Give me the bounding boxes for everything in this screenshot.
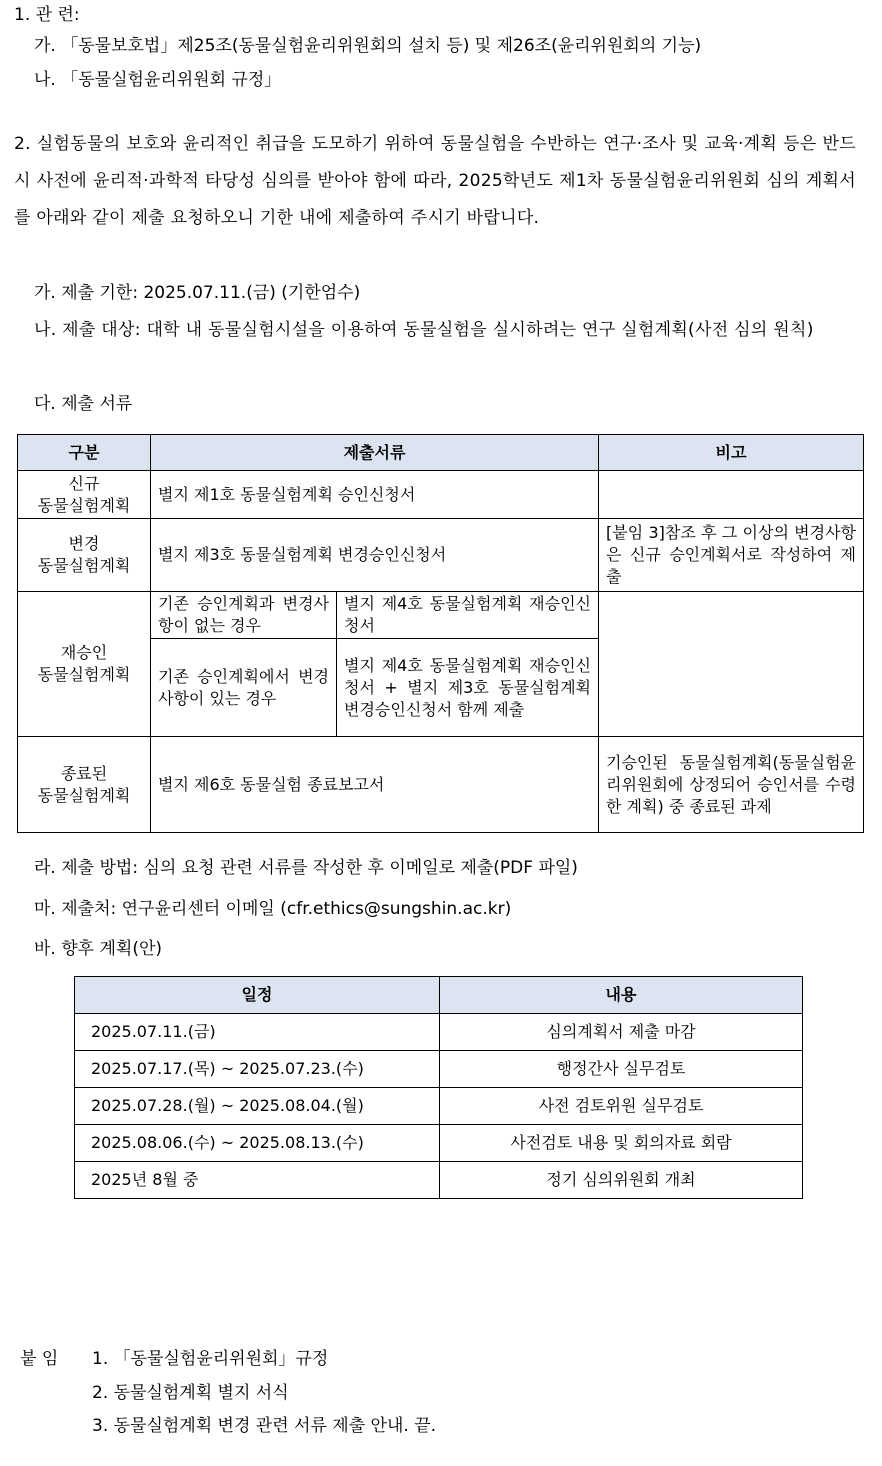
table-row [75, 1125, 803, 1162]
category-new [18, 471, 151, 519]
reapproval-condition-no-change: 기존 승인계획과 변경사항이 없는 경우 [151, 592, 337, 639]
schedule-content: 사전 검토위원 실무검토 [440, 1088, 803, 1125]
target-line: 나. 제출 대상: 대학 내 동물실험시설을 이용하여 동물실험을 실시하려는 연구 실험계획(사전 심의 원칙) [34, 320, 814, 340]
header-note: 비고 [599, 435, 864, 471]
category-reapproval-line2: 동물실험계획 [37, 665, 131, 684]
document-new: 별지 제1호 동물실험계획 승인신청서 [151, 471, 599, 519]
section2-intro: 2. 실험동물의 보호와 윤리적인 취급을 도모하기 위하여 동물실험을 수반하는 연구·조사 및 교육·계획 등은 반드시 사전에 윤리적·과학적 타당성 심의를 받아야 함에 따라, 2025학년도 제1차 동물실험윤리위원회 심의 계획서를 아래와 같이 제출 요청하오니 기한 내에 제출하여 주시기 바랍니다. [14, 134, 856, 228]
table-row [75, 1088, 803, 1125]
table-row [75, 1014, 803, 1051]
schedule-date: 2025.08.06.(수) ~ 2025.08.13.(수) [75, 1125, 440, 1162]
category-change-line1: 변경 [68, 534, 100, 553]
category-new-line2: 동물실험계획 [37, 495, 131, 515]
reapproval-document-with-change: 별지 제4호 동물실험계획 재승인신청서 + 별지 제3호 동물실험계획 변경승인신청서 함께 제출 [337, 639, 599, 737]
attachment-item-3: 3. 동물실험계획 변경 관련 서류 제출 안내. 끝. [92, 1416, 437, 1436]
schedule-header-content: 내용 [440, 977, 803, 1014]
schedule-date: 2025.07.28.(월) ~ 2025.08.04.(월) [75, 1088, 440, 1125]
category-completed [18, 737, 151, 833]
category-reapproval [18, 592, 151, 737]
header-category: 구분 [18, 435, 151, 471]
table-row-change [18, 519, 864, 592]
schedule-header-date: 일정 [75, 977, 440, 1014]
table-row [75, 1162, 803, 1199]
schedule-date: 2025.07.11.(금) [75, 1014, 440, 1051]
category-new-line1: 신규 [68, 473, 100, 493]
category-completed-line2: 동물실험계획 [37, 785, 131, 805]
table-header-row [18, 435, 864, 471]
reapproval-document-no-change: 별지 제4호 동물실험계획 재승인신청서 [337, 592, 599, 639]
category-completed-line1: 종료된 [60, 763, 108, 783]
schedule-content: 정기 심의위원회 개최 [440, 1162, 803, 1199]
document-change: 별지 제3호 동물실험계획 변경승인신청서 [151, 519, 599, 592]
category-change [18, 519, 151, 592]
schedule-content: 사전검토 내용 및 회의자료 회람 [440, 1125, 803, 1162]
schedule-date: 2025년 8월 중 [75, 1162, 440, 1199]
category-reapproval-line1: 재승인 [60, 643, 108, 662]
schedule-content: 심의계획서 제출 마감 [440, 1014, 803, 1051]
table-row-new [18, 471, 864, 519]
note-new [599, 471, 864, 519]
note-completed: 기승인된 동물실험계획(동물실험윤리위원회에 상정되어 승인서를 수령한 계획) 중 종료된 과제 [599, 737, 864, 833]
documents-table [17, 434, 864, 833]
schedule-date: 2025.07.17.(목) ~ 2025.07.23.(수) [75, 1051, 440, 1088]
header-documents: 제출서류 [151, 435, 599, 471]
table-row [75, 1051, 803, 1088]
document-completed: 별지 제6호 동물실험 종료보고서 [151, 737, 599, 833]
attachment-item-1: 1. 「동물실험윤리위원회」규정 [92, 1349, 329, 1369]
plan-heading: 바. 향후 계획(안) [34, 939, 163, 959]
section1-item-ga: 가. 「동물보호법」제25조(동물실험윤리위원회의 설치 등) 및 제26조(윤리위원회의 기능) [34, 36, 702, 56]
schedule-table [74, 976, 803, 1199]
note-reapproval [599, 592, 864, 737]
docs-heading: 다. 제출 서류 [34, 394, 133, 414]
schedule-content: 행정간사 실무검토 [440, 1051, 803, 1088]
deadline-line: 가. 제출 기한: 2025.07.11.(금) (기한엄수) [34, 283, 361, 303]
reapproval-condition-with-change: 기존 승인계획에서 변경사항이 있는 경우 [151, 639, 337, 737]
schedule-header-row [75, 977, 803, 1014]
method-line: 라. 제출 방법: 심의 요청 관련 서류를 작성한 후 이메일로 제출(PDF 파일) [34, 858, 578, 878]
section1-heading: 1. 관 련: [14, 5, 80, 25]
note-change: [붙임 3]참조 후 그 이상의 변경사항은 신규 승인계획서로 작성하여 제출 [599, 519, 864, 592]
attachment-item-2: 2. 동물실험계획 별지 서식 [92, 1383, 289, 1403]
category-change-line2: 동물실험계획 [37, 556, 131, 575]
table-row-completed [18, 737, 864, 833]
recipient-line: 마. 제출처: 연구윤리센터 이메일 (cfr.ethics@sungshin.ac.kr) [34, 899, 512, 919]
section1-item-na: 나. 「동물실험윤리위원회 규정」 [34, 70, 282, 90]
attachments-label: 붙 임 [20, 1349, 59, 1369]
table-row-reapproval-1 [18, 592, 864, 639]
